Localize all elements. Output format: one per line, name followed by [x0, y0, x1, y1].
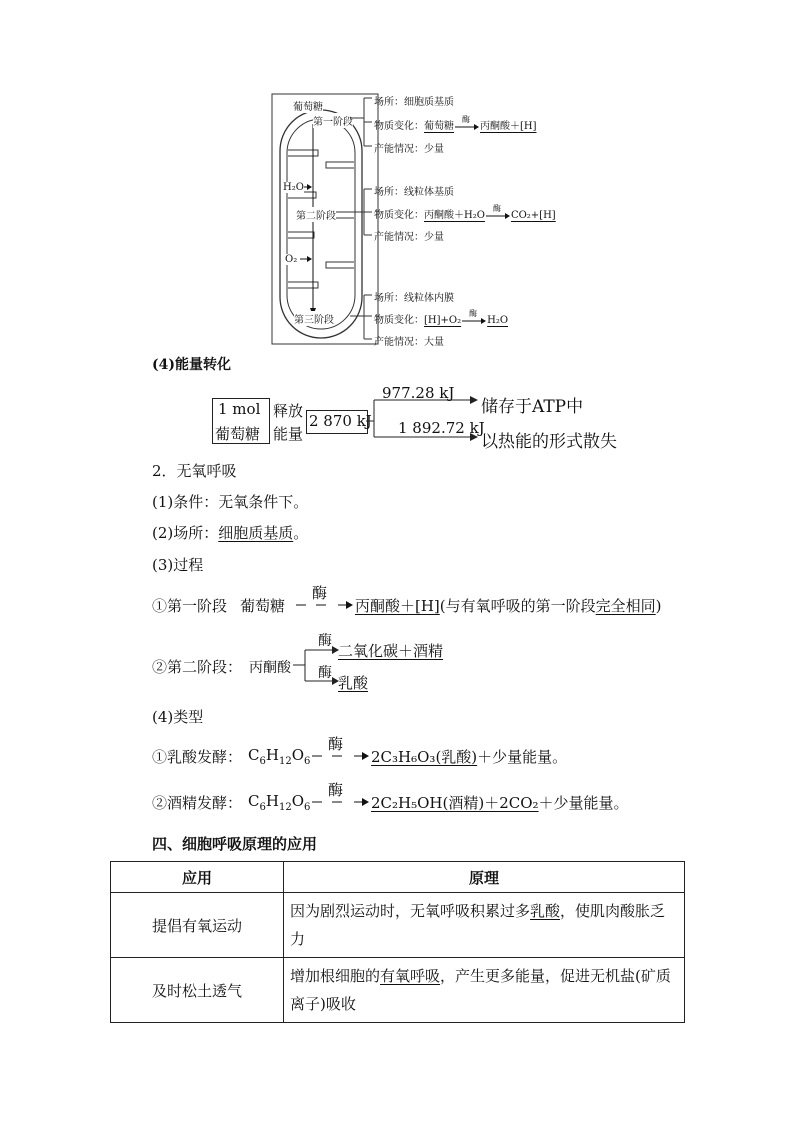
step1-product: 丙酮酸＋[H]	[355, 597, 440, 615]
lactic-suffix: ＋少量能量。	[477, 748, 568, 766]
stage3-arrow	[461, 308, 487, 326]
lost-as-heat: 以热能的形式散失	[481, 432, 617, 452]
stage2-arrow	[485, 203, 511, 221]
energy-label: 能量	[273, 425, 304, 443]
alcohol-products	[371, 792, 629, 813]
step2-reactant: 丙酮酸	[249, 660, 291, 676]
row1-text-a: 因为剧烈运动时，无氧呼吸积累过多	[290, 902, 531, 920]
stage2-product: CO₂+[H]	[510, 210, 556, 221]
stage2-change-prefix: 物质变化：	[374, 210, 424, 221]
stage1-product: 丙酮酸＋[H]	[480, 121, 537, 132]
stage3-energy: 产能情况：大量	[374, 337, 444, 348]
stage2-reactant: 丙酮酸＋H₂O	[424, 210, 485, 221]
alcohol-arrow	[310, 795, 370, 809]
place-prefix: (2)场所：	[152, 524, 219, 542]
o2-label: O₂	[285, 254, 298, 265]
step2-label: ②第二阶段：	[152, 658, 243, 676]
stage1-arrow	[454, 114, 480, 132]
stage1-change-prefix: 物质变化：	[374, 121, 424, 132]
table-row	[111, 958, 685, 1023]
anaerobic-title: 2．无氧呼吸	[152, 462, 237, 480]
lactic-product: 2C₃H₆O₃(乳酸)	[371, 748, 478, 766]
stage3-change	[374, 308, 509, 326]
process-heading: (3)过程	[152, 556, 204, 574]
alcohol-product: 2C₂H₅OH(酒精)＋2CO₂	[371, 794, 539, 812]
row2-application: 及时松土透气	[111, 958, 284, 1023]
row2-principle	[284, 958, 685, 1023]
glucose-name: 葡萄糖	[215, 425, 261, 443]
stage1-label: 第一阶段	[313, 113, 353, 128]
row2-text-a: 增加根细胞的	[290, 967, 381, 985]
energy-heading: (4)能量转化	[152, 357, 231, 373]
step1-note-suffix: )	[655, 597, 662, 615]
row1-text-b: ，使肌肉酸胀乏力	[290, 902, 666, 948]
types-heading: (4)类型	[152, 708, 204, 726]
lactic-label: ①乳酸发酵：	[152, 748, 243, 766]
total-energy: 2 870 kJ	[309, 412, 372, 430]
glucose-label: 葡萄糖	[293, 98, 323, 113]
lactic-enzyme: 酶	[328, 735, 344, 753]
stage3-reactant: [H]+O₂	[424, 315, 462, 326]
alcohol-label: ②酒精发酵：	[152, 794, 243, 812]
stage1-change	[374, 114, 537, 132]
application-table	[110, 861, 685, 1023]
step1-products	[355, 595, 662, 616]
table-row	[111, 893, 685, 958]
stored-energy-value: 977.28 kJ	[382, 384, 455, 402]
step2-product-alcohol: 二氧化碳＋酒精	[338, 642, 444, 660]
stored-in-atp: 储存于ATP中	[481, 397, 584, 417]
row2-text-b: ，产生更多能量，促进无机盐(矿质离子)吸收	[290, 967, 671, 1013]
row2-underlined: 有氧呼吸	[380, 967, 441, 985]
header-principle: 原理	[284, 862, 685, 893]
stage1-energy: 产能情况：少量	[374, 144, 444, 155]
step1-reactant: 葡萄糖	[240, 597, 286, 615]
enzyme-label: 酶	[492, 203, 501, 213]
lactic-arrow	[310, 749, 370, 763]
step2-enzyme-top: 酶	[318, 633, 332, 649]
step1-enzyme: 酶	[312, 584, 328, 602]
step1-arrow	[294, 598, 354, 612]
place-suffix: 。	[293, 524, 309, 542]
application-title: 四、细胞呼吸原理的应用	[152, 835, 318, 853]
step2-enzyme-bottom: 酶	[318, 665, 332, 681]
step2-product-lactic: 乳酸	[338, 674, 369, 692]
row1-application: 提倡有氧运动	[111, 893, 284, 958]
stage1-place	[374, 93, 454, 108]
alcohol-enzyme: 酶	[328, 781, 344, 799]
step1-note: 完全相同	[595, 597, 656, 615]
anaerobic-place	[152, 522, 308, 543]
step1-note-prefix: (与有氧呼吸的第一阶段	[439, 597, 596, 615]
stage3-change-prefix: 物质变化：	[374, 315, 424, 326]
lactic-products	[371, 746, 567, 767]
step1-label: ①第一阶段	[152, 597, 228, 615]
stage2-label: 第二阶段	[296, 207, 336, 222]
row1-principle	[284, 893, 685, 958]
release-label: 释放	[273, 402, 304, 420]
stage2-change	[374, 203, 556, 221]
glucose-formula: $C_6H_{12}O_6$	[248, 792, 311, 813]
glucose-amount: 1 mol	[218, 400, 261, 418]
stage2-place: 场所：线粒体基质	[374, 187, 454, 198]
alcohol-suffix: ＋少量能量。	[538, 794, 629, 812]
header-application: 应用	[111, 862, 284, 893]
table-header-row	[111, 862, 685, 893]
enzyme-label: 酶	[469, 308, 478, 318]
row1-underlined: 乳酸	[530, 902, 561, 920]
stage2-energy: 产能情况：少量	[374, 232, 444, 243]
anaerobic-condition: (1)条件：无氧条件下。	[152, 493, 309, 511]
stage3-place: 场所：线粒体内膜	[374, 293, 454, 304]
stage3-label: 第三阶段	[294, 311, 334, 326]
stage1-reactant: 葡萄糖	[424, 121, 454, 132]
glucose-formula: $C_6H_{12}O_6$	[248, 746, 311, 767]
place-value: 细胞质基质	[218, 524, 294, 542]
stage3-product: H₂O	[487, 315, 509, 326]
heat-energy-value: 1 892.72 kJ	[398, 419, 485, 437]
h2o-label: H₂O	[283, 182, 304, 193]
stage1-place-text: 场所：细胞质基质	[374, 97, 454, 108]
enzyme-label: 酶	[462, 114, 470, 124]
